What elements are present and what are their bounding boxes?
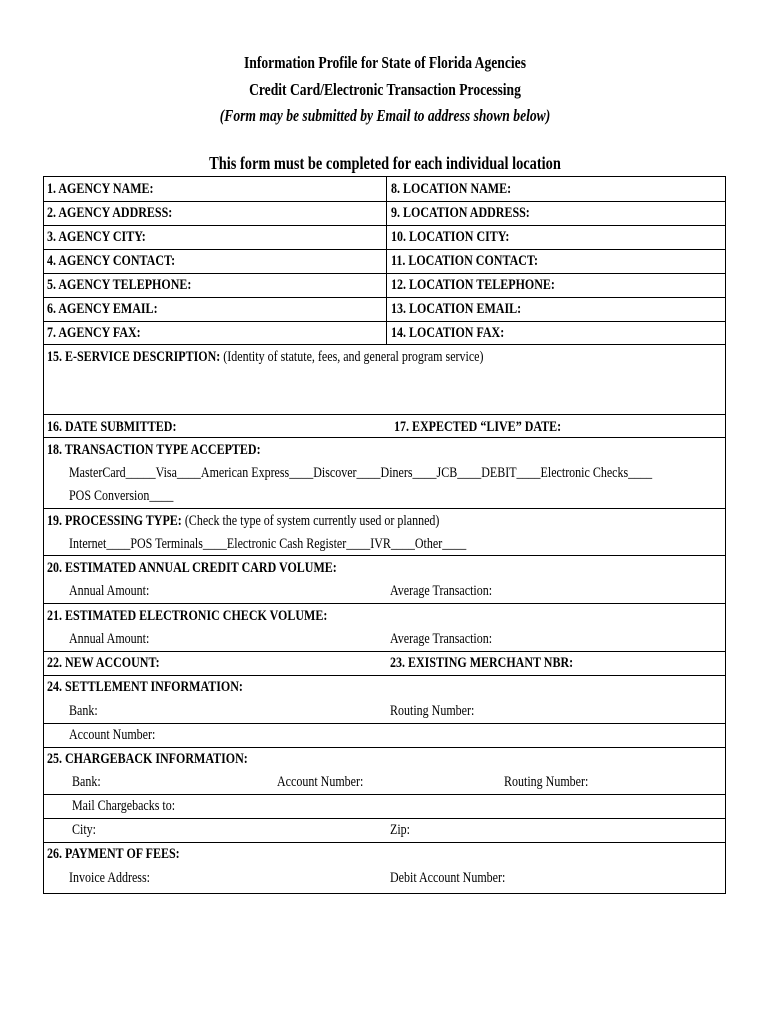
check-average-transaction-label: Average Transaction:	[390, 631, 493, 647]
check-annual-amount-label: Annual Amount:	[69, 631, 150, 647]
row-divider	[44, 794, 725, 795]
chargeback-information-label: 25. CHARGEBACK INFORMATION:	[47, 751, 248, 767]
chargeback-account-number-label: Account Number:	[277, 774, 364, 790]
eservice-label: 15. E-SERVICE DESCRIPTION:	[47, 349, 221, 365]
debit-account-number-label: Debit Account Number:	[390, 870, 506, 886]
row-divider	[44, 842, 725, 843]
location-name-label: 8. LOCATION NAME:	[391, 181, 512, 197]
row-divider	[44, 818, 725, 819]
processing-types-line: Internet____POS Terminals____Electronic Cash Register____IVR____Other____	[69, 536, 467, 552]
row-divider	[44, 555, 725, 556]
transaction-types-line: MasterCard_____Visa____American Express____Discover____Diners____JCB____DEBIT____Electronic Checks____	[69, 465, 653, 481]
agency-address-label: 2. AGENCY ADDRESS:	[47, 205, 173, 221]
row-divider	[44, 675, 725, 676]
row-divider	[44, 344, 725, 345]
credit-card-volume-label: 20. ESTIMATED ANNUAL CREDIT CARD VOLUME:	[47, 560, 337, 576]
chargeback-city-label: City:	[72, 822, 97, 838]
chargeback-bank-label: Bank:	[72, 774, 101, 790]
agency-email-label: 6. AGENCY EMAIL:	[47, 301, 158, 317]
agency-name-label: 1. AGENCY NAME:	[47, 181, 154, 197]
row-divider	[44, 201, 725, 202]
date-submitted-label: 16. DATE SUBMITTED:	[47, 419, 177, 435]
column-divider	[386, 177, 387, 344]
eservice-description-label	[47, 348, 484, 366]
chargeback-routing-number-label: Routing Number:	[504, 774, 589, 790]
invoice-address-label: Invoice Address:	[69, 870, 150, 886]
row-divider	[44, 508, 725, 509]
row-divider	[44, 603, 725, 604]
title-line-2: Credit Card/Electronic Transaction Processing	[249, 80, 521, 99]
row-divider	[44, 414, 725, 415]
transaction-pos-conversion: POS Conversion____	[69, 488, 174, 504]
title-line-1: Information Profile for State of Florida Agencies	[243, 53, 527, 72]
location-telephone-label: 12. LOCATION TELEPHONE:	[391, 277, 555, 293]
settlement-routing-number-label: Routing Number:	[390, 703, 475, 719]
location-city-label: 10. LOCATION CITY:	[391, 229, 510, 245]
mail-chargebacks-label: Mail Chargebacks to:	[72, 798, 176, 814]
location-email-label: 13. LOCATION EMAIL:	[391, 301, 522, 317]
existing-merchant-nbr-label: 23. EXISTING MERCHANT NBR:	[390, 655, 574, 671]
settlement-bank-label: Bank:	[69, 703, 98, 719]
transaction-type-label: 18. TRANSACTION TYPE ACCEPTED:	[47, 442, 261, 458]
payment-of-fees-label: 26. PAYMENT OF FEES:	[47, 846, 180, 862]
processing-hint: (Check the type of system currently used or planned)	[181, 513, 440, 529]
agency-city-label: 3. AGENCY CITY:	[47, 229, 146, 245]
row-divider	[44, 723, 725, 724]
settlement-information-label: 24. SETTLEMENT INFORMATION:	[47, 679, 243, 695]
information-profile-form	[43, 176, 726, 894]
processing-label: 19. PROCESSING TYPE:	[47, 513, 182, 529]
eservice-hint: (Identity of statute, fees, and general program service)	[220, 349, 484, 365]
submission-note: (Form may be submitted by Email to address shown below)	[219, 106, 551, 125]
row-divider	[44, 321, 725, 322]
agency-contact-label: 4. AGENCY CONTACT:	[47, 253, 176, 269]
agency-telephone-label: 5. AGENCY TELEPHONE:	[47, 277, 192, 293]
settlement-account-number-label: Account Number:	[69, 727, 156, 743]
row-divider	[44, 273, 725, 274]
credit-annual-amount-label: Annual Amount:	[69, 583, 150, 599]
row-divider	[44, 249, 725, 250]
row-divider	[44, 225, 725, 226]
expected-live-date-label: 17. EXPECTED “LIVE” DATE:	[394, 419, 562, 435]
row-divider	[44, 747, 725, 748]
location-contact-label: 11. LOCATION CONTACT:	[391, 253, 539, 269]
instruction-text: This form must be completed for each individual location	[209, 153, 561, 173]
row-divider	[44, 651, 725, 652]
location-fax-label: 14. LOCATION FAX:	[391, 325, 505, 341]
check-volume-label: 21. ESTIMATED ELECTRONIC CHECK VOLUME:	[47, 608, 328, 624]
chargeback-zip-label: Zip:	[390, 822, 410, 838]
agency-fax-label: 7. AGENCY FAX:	[47, 325, 141, 341]
row-divider	[44, 297, 725, 298]
location-address-label: 9. LOCATION ADDRESS:	[391, 205, 530, 221]
new-account-label: 22. NEW ACCOUNT:	[47, 655, 160, 671]
credit-average-transaction-label: Average Transaction:	[390, 583, 493, 599]
processing-type-label	[47, 512, 439, 530]
row-divider	[44, 437, 725, 438]
